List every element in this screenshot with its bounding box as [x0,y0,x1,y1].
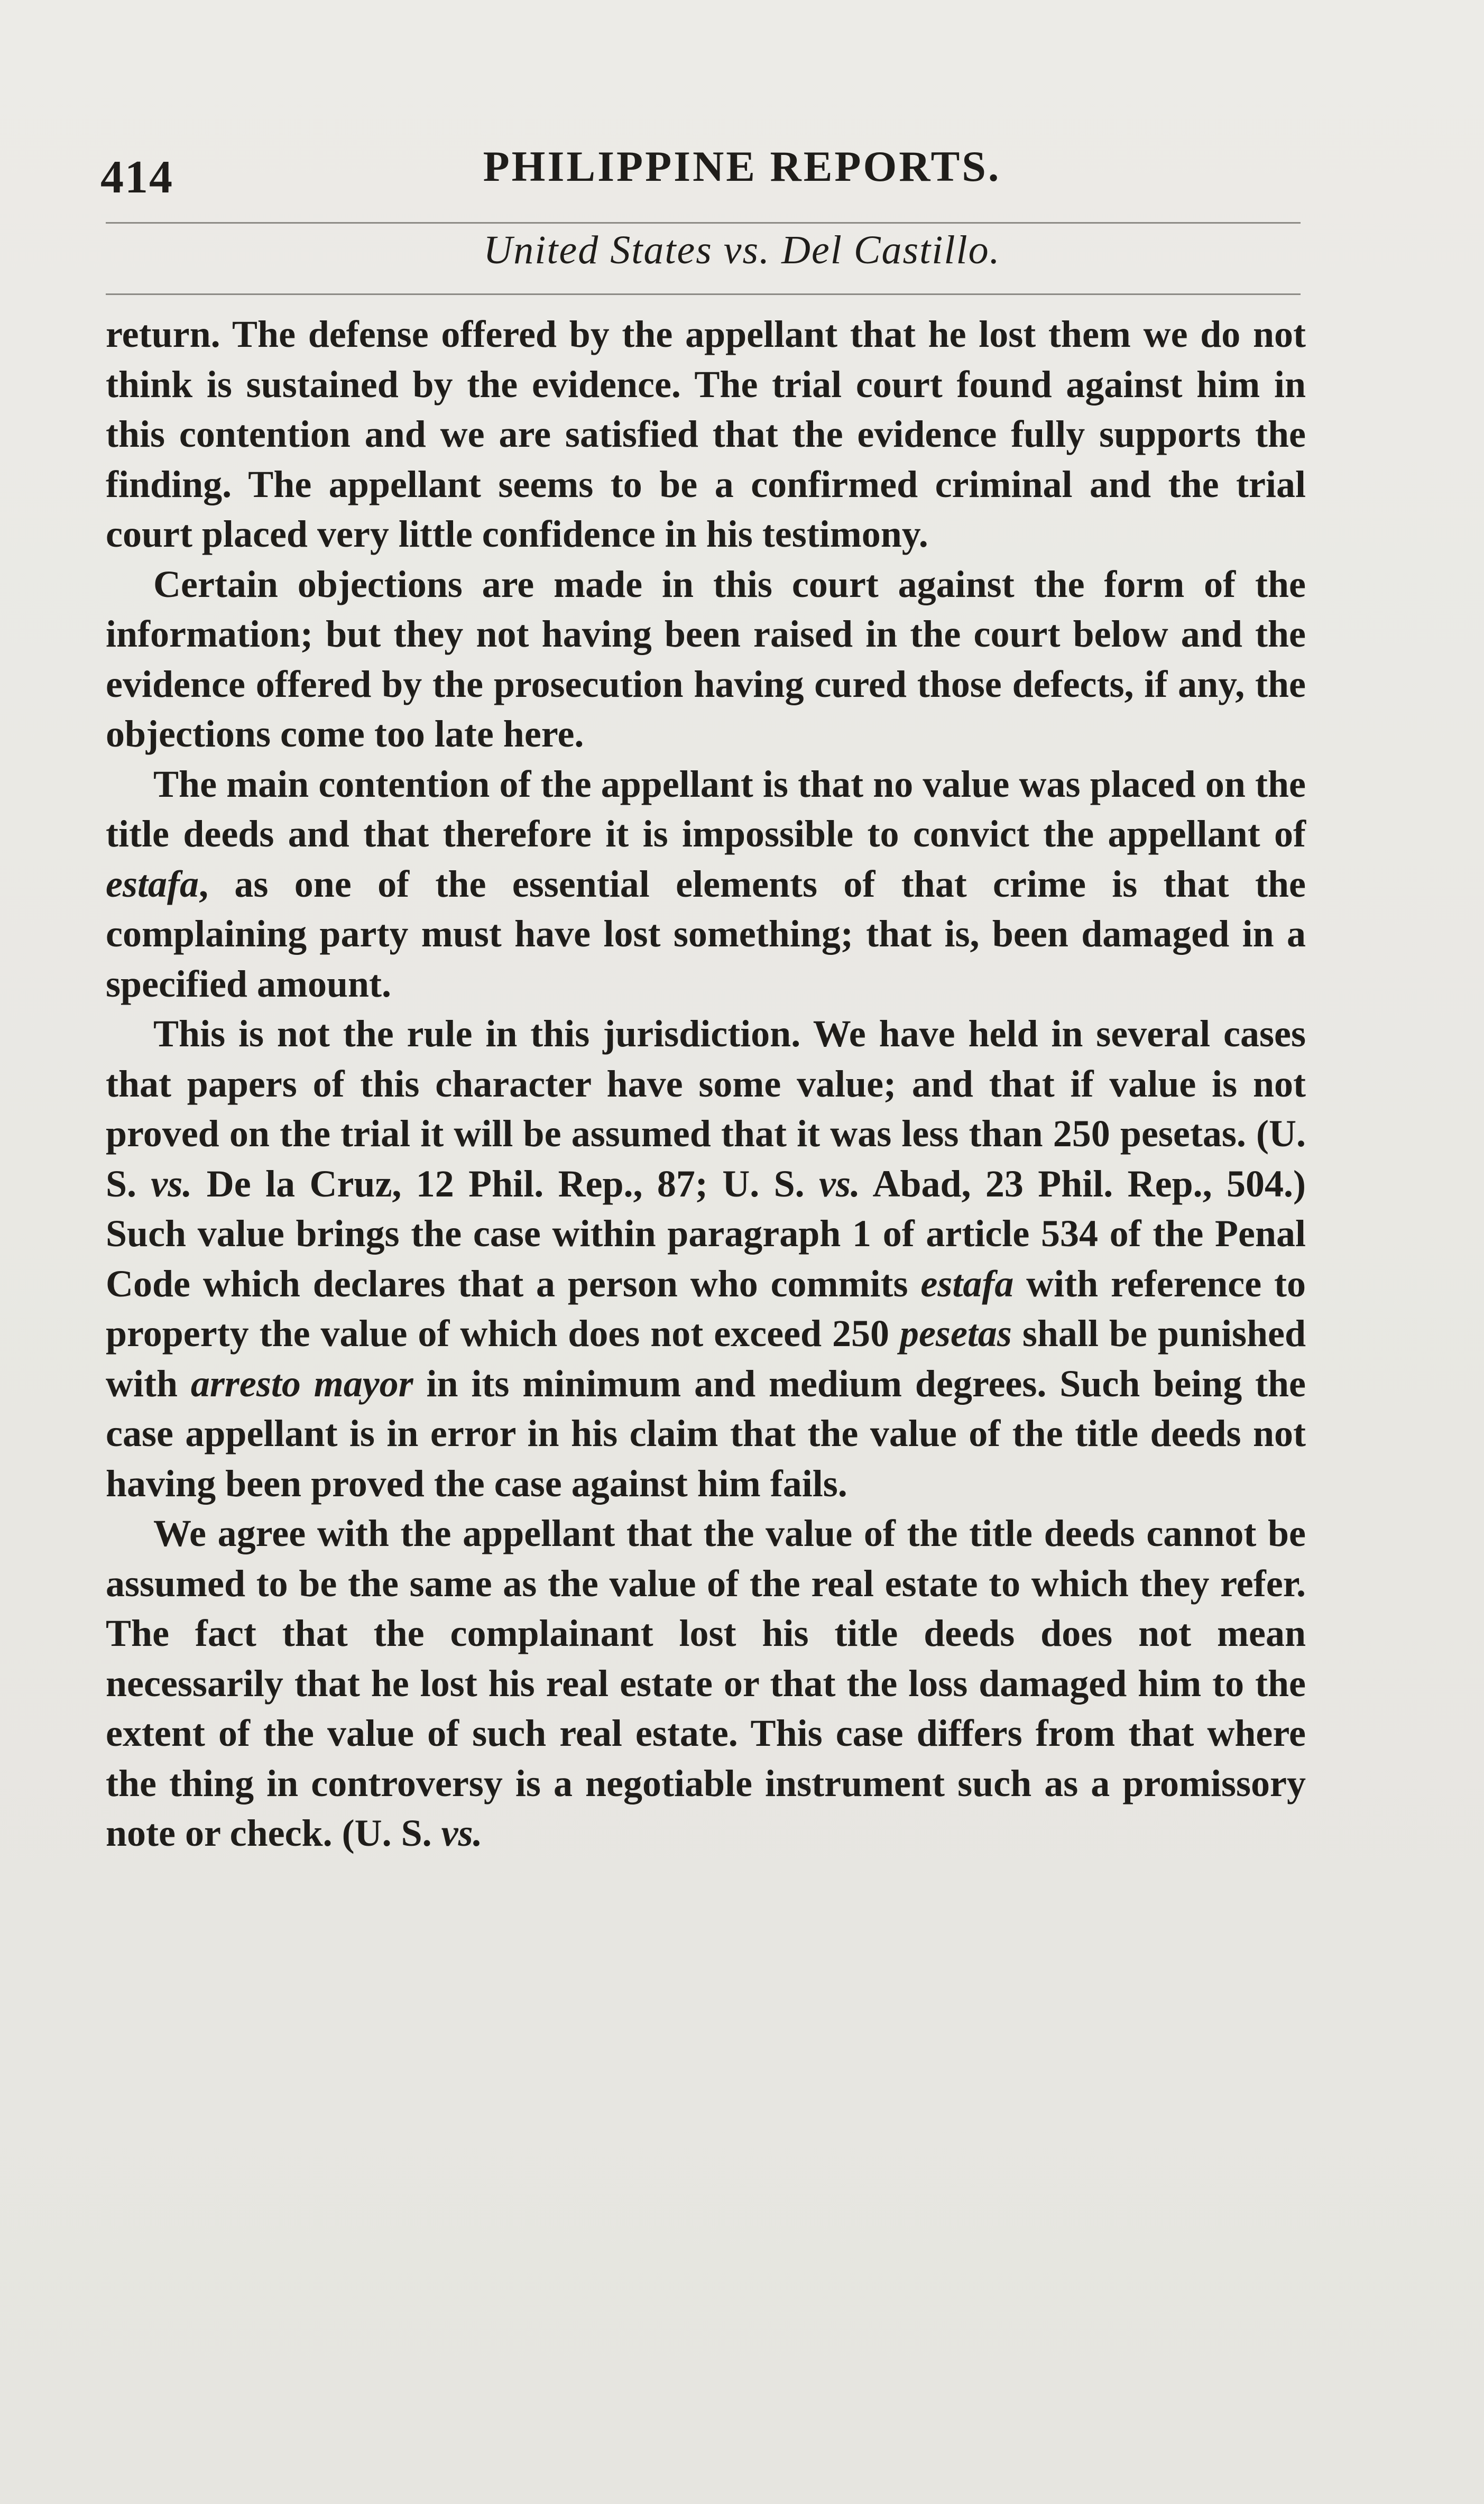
paragraph-3 [106,759,1306,1009]
italic-term: estafa [106,862,199,905]
paragraph-text: De la Cruz, 12 Phil. Rep., 87; U. S. [192,1162,819,1205]
paragraph-text: with reference to property the value of which does not exceed 250 [106,1262,1306,1355]
page-number: 414 [100,152,173,203]
running-head: PHILIPPINE REPORTS. [483,142,1001,190]
italic-term: vs. [151,1162,192,1205]
paragraph-text: Abad, 23 Phil. Rep., 504.) Such value brings the case within paragraph 1 of article 534 of the Penal Code which declares that a person who commits [106,1162,1306,1305]
paragraph-text: This is not the rule in this jurisdiction. We have held in several cases that papers of this character have some value; and that if value is not proved on the trial it will be assumed that it was less than 250 pesetas. (U. S. [106,1012,1306,1205]
italic-term: vs. [441,1812,483,1854]
paragraph-text: , as one of the essential elements of that crime is that the complaining party must have lost something; that is, been damaged in a specified amount. [106,862,1306,1005]
paragraph-text: We agree with the appellant that the value of the title deeds cannot be assumed to be the same as the value of the real estate to which they refer. The fact that the complainant lost his title deeds does not mean necessarily that he lost his real estate or that the loss damaged him to the extent of the value of such real estate. This case differs from that where the thing in controversy is a negotiable instrument such as a promissory note or check. (U. S. [106,1512,1306,1854]
italic-term: pesetas [899,1312,1012,1355]
header-rule-top [106,222,1301,224]
paragraph-1 [106,309,1306,559]
paragraph-4 [106,1009,1306,1508]
header-rule-bottom [106,293,1301,295]
body-text [106,309,1306,1858]
italic-term: estafa [920,1262,1014,1305]
paragraph-5 [106,1508,1306,1858]
paragraph-text: return. The defense offered by the appellant that he lost them we do not think is sustained by the evidence. The trial court found against him in this contention and we are satisfied that the evidence fully supports the finding. The appellant seems to be a confirmed criminal and the trial court placed very little confidence in his testimony. [106,313,1306,555]
italic-term: vs. [819,1162,861,1205]
paragraph-text: shall be punished with [106,1312,1306,1405]
paragraph-text: in its minimum and medium degrees. Such being the case appellant is in error in his claim that the value of the title deeds not having been proved the case against him fails. [106,1362,1306,1505]
paragraph-text: Certain objections are made in this court against the form of the information; but they not having been raised in the court below and the evidence offered by the prosecution having cured those defects, if any, the objections come too late here. [106,563,1306,755]
italic-term: arresto mayor [190,1362,413,1405]
paragraph-2 [106,559,1306,759]
case-title: United States vs. Del Castillo. [483,228,1001,272]
paragraph-text: The main contention of the appellant is that no value was placed on the title deeds and that therefore it is impossible to convict the appellant of [106,762,1306,855]
